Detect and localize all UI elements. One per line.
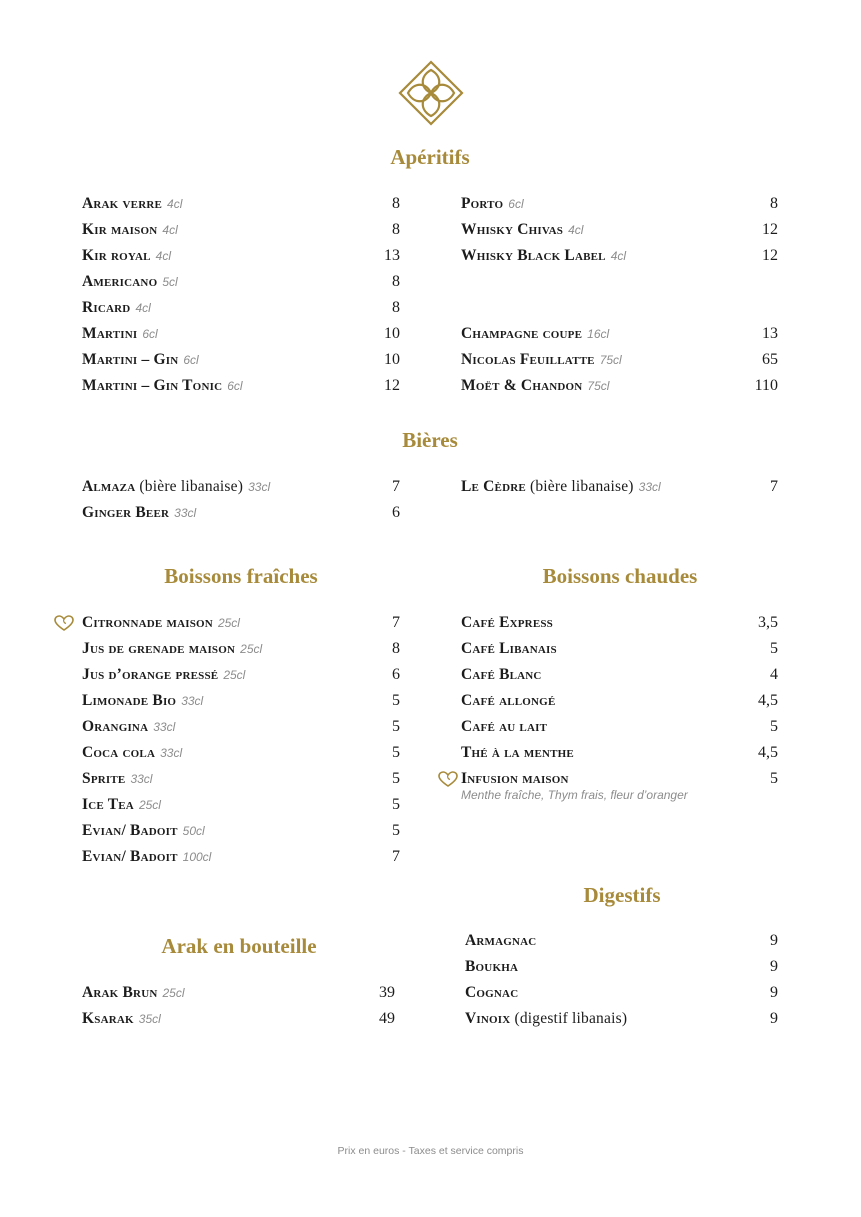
item-price: 6 [392,504,400,521]
item-name: Porto [461,195,504,212]
item-name: Ksarak [82,1010,134,1027]
section-title-arak-bouteille: Arak en bouteille [161,934,317,958]
section-title-boissons-fraiches: Boissons fraîches [164,564,318,588]
item-price: 12 [762,221,778,238]
item-volume: 33cl [130,772,153,786]
item-price: 5 [392,744,400,761]
item-name: Thé à la menthe [461,744,574,761]
list-item [82,718,400,744]
item-name: Café Blanc [461,666,542,683]
item-name: Citronnade maison [82,614,213,631]
boissons-chaudes-list [461,614,778,804]
list-item [82,822,400,848]
item-name: Ricard [82,299,131,316]
footer-note: Prix en euros - Taxes et service compris [337,1145,524,1157]
list-item [465,1010,778,1036]
list-item [461,247,778,273]
aperitifs-right-list [461,195,778,273]
item-name: Whisky Chivas [461,221,564,238]
item-volume: 33cl [248,480,271,494]
list-item [82,692,400,718]
item-price: 5 [392,692,400,709]
list-item [82,504,400,530]
bieres-left-list [82,478,400,530]
item-note: (bière libanaise) [525,478,634,495]
item-name: Cognac [465,984,519,1001]
item-name: Kir maison [82,221,158,238]
list-item [82,247,400,273]
item-volume: 6cl [227,379,243,393]
item-name: Sprite [82,770,126,787]
item-price: 7 [770,478,778,495]
item-name: Armagnac [465,932,537,949]
list-item [82,299,400,325]
item-price: 13 [384,247,400,264]
list-item [461,692,778,718]
item-volume: 25cl [217,616,240,630]
item-name: Café Express [461,614,553,631]
item-name: Moët & Chandon [461,377,583,394]
heart-icon [438,771,458,787]
item-price: 5 [770,718,778,735]
item-description: Menthe fraîche, Thym frais, fleur d’oranger [461,788,688,802]
item-name: Infusion maison [461,770,569,787]
list-item [461,221,778,247]
item-volume: 25cl [240,642,263,656]
item-price: 9 [770,958,778,975]
item-price: 4 [770,666,778,683]
item-price: 5 [392,718,400,735]
item-price: 39 [379,984,395,1001]
item-name: Martini [82,325,138,342]
item-price: 8 [392,640,400,657]
item-name: Arak verre [82,195,163,212]
item-price: 5 [770,640,778,657]
item-price: 13 [762,325,778,342]
item-volume: 4cl [610,249,627,263]
item-price: 49 [379,1010,395,1027]
item-price: 12 [762,247,778,264]
list-item [82,770,400,796]
boissons-fraiches-list [82,614,400,874]
list-item [82,848,400,874]
item-price: 4,5 [758,744,778,761]
item-price: 8 [392,221,400,238]
item-volume: 33cl [181,694,204,708]
item-volume: 4cl [162,223,178,237]
item-name: Orangina [82,718,149,735]
item-price: 5 [392,822,400,839]
item-volume: 6cl [142,327,158,341]
item-price: 9 [770,984,778,1001]
list-item [461,718,778,744]
list-item [82,377,400,403]
item-price: 8 [392,195,400,212]
list-item [82,478,400,504]
item-name: Café allongé [461,692,556,709]
list-item [465,958,778,984]
item-name: Champagne coupe [461,325,583,342]
item-price: 8 [392,299,400,316]
aperitifs-champagne-list [461,325,778,403]
list-item [82,614,400,640]
item-price: 10 [384,325,400,342]
list-item [461,744,778,770]
item-volume: 5cl [162,275,178,289]
item-name: Le Cèdre [461,478,526,495]
item-volume: 4cl [568,223,584,237]
item-note: (digestif libanais) [510,1010,628,1027]
item-price: 5 [770,770,778,787]
item-price: 12 [384,377,400,394]
item-price: 5 [392,796,400,813]
item-name: Martini – Gin Tonic [82,377,223,394]
list-item [461,478,778,504]
list-item [461,640,778,666]
list-item [461,325,778,351]
item-name: Boukha [465,958,519,975]
item-name: Evian/ Badoit [82,822,178,839]
section-title-bieres: Bières [402,428,458,452]
list-item [461,614,778,640]
list-item [465,984,778,1010]
list-item [82,796,400,822]
item-price: 4,5 [758,692,778,709]
list-item [82,351,400,377]
item-volume: 33cl [153,720,176,734]
item-volume: 4cl [155,249,172,263]
item-volume: 35cl [138,1012,161,1026]
item-volume: 33cl [160,746,183,760]
list-item [82,744,400,770]
section-title-digestifs: Digestifs [583,883,661,907]
list-item [82,640,400,666]
diamond-logo-icon [398,60,464,126]
item-price: 9 [770,1010,778,1027]
item-price: 3,5 [758,614,778,631]
list-item [461,351,778,377]
item-name: Vinoix [465,1010,511,1027]
item-price: 65 [762,351,778,368]
list-item [465,932,778,958]
list-item [461,377,778,403]
item-price: 7 [392,848,400,865]
item-note: (bière libanaise) [135,478,244,495]
list-item [461,195,778,221]
section-title-boissons-chaudes: Boissons chaudes [542,564,698,588]
item-price: 10 [384,351,400,368]
item-volume: 33cl [638,480,661,494]
heart-icon [54,615,74,631]
item-volume: 6cl [508,197,524,211]
section-title-aperitifs: Apéritifs [390,145,470,169]
item-volume: 75cl [587,379,610,393]
item-name: Café Libanais [461,640,557,657]
item-name: Kir royal [82,247,151,264]
list-item [82,1010,395,1036]
item-name: Jus d’orange pressé [82,666,219,683]
item-name: Nicolas Feuillatte [461,351,595,368]
item-name: Arak Brun [82,984,158,1001]
list-item [461,666,778,692]
item-price: 8 [770,195,778,212]
aperitifs-left-list [82,195,400,403]
item-volume: 25cl [223,668,246,682]
item-volume: 25cl [162,986,185,1000]
item-name: Jus de grenade maison [82,640,236,657]
item-volume: 25cl [138,798,161,812]
bieres-right-list [461,478,778,504]
list-item [82,221,400,247]
item-volume: 16cl [587,327,610,341]
item-name: Limonade Bio [82,692,177,709]
item-name: Ginger Beer [82,504,170,521]
item-price: 7 [392,614,400,631]
list-item [82,984,395,1010]
item-volume: 4cl [135,301,151,315]
list-item [82,325,400,351]
item-name: Ice Tea [82,796,134,813]
digestifs-list [465,932,778,1036]
item-price: 8 [392,273,400,290]
item-price: 5 [392,770,400,787]
item-name: Americano [82,273,158,290]
item-name: Evian/ Badoit [82,848,178,865]
list-item [82,666,400,692]
item-price: 9 [770,932,778,949]
item-price: 6 [392,666,400,683]
item-volume: 75cl [599,353,622,367]
list-item [461,770,778,804]
item-name: Whisky Black Label [461,247,606,264]
item-volume: 4cl [167,197,183,211]
item-volume: 6cl [183,353,199,367]
item-name: Martini – Gin [82,351,179,368]
list-item [82,273,400,299]
item-price: 7 [392,478,400,495]
item-volume: 50cl [182,824,205,838]
item-volume: 33cl [174,506,197,520]
item-name: Coca cola [82,744,156,761]
arak-bouteille-list [82,984,395,1036]
item-name: Café au lait [461,718,548,735]
list-item [82,195,400,221]
item-price: 110 [754,377,778,394]
item-name: Almaza [82,478,136,495]
item-volume: 100cl [182,850,212,864]
